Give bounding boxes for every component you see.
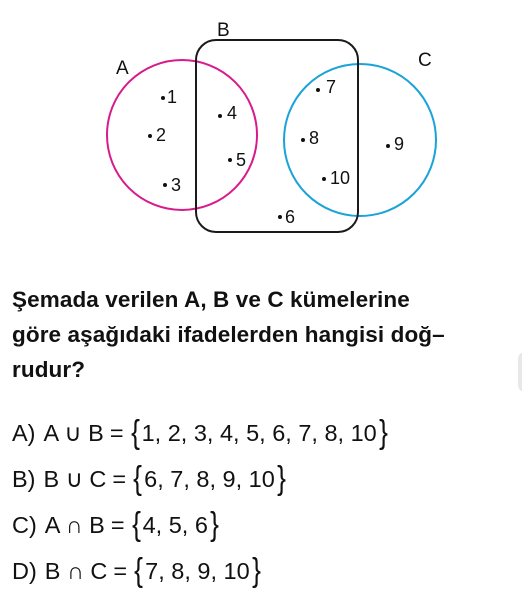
element-4-label: 4: [227, 103, 238, 123]
option-d-elements: 7, 8, 9, 10: [145, 557, 250, 584]
set-a-label: A: [116, 58, 129, 79]
element-9: [386, 134, 404, 154]
element-5-label: 5: [236, 150, 247, 170]
element-7: [316, 77, 336, 97]
element-2: [148, 125, 166, 145]
option-b-equals: =: [112, 465, 127, 492]
option-c-equals: =: [110, 511, 125, 538]
option-b-elements: 6, 7, 8, 9, 10: [144, 465, 275, 492]
option-a-equals: =: [109, 419, 124, 446]
option-a[interactable]: [12, 410, 517, 456]
element-2-label: 2: [156, 125, 167, 145]
option-a-letter: A): [12, 419, 36, 446]
option-b-close-brace: }: [276, 458, 286, 496]
option-b-open-brace: {: [133, 458, 143, 496]
question-line-3: rudur?: [12, 357, 86, 382]
element-9-label: 9: [394, 134, 405, 154]
element-4: [218, 103, 237, 123]
element-1-label: 1: [167, 87, 178, 107]
question-line-1: Şemada verilen A, B ve C kümelerine: [12, 287, 410, 312]
element-3-label: 3: [171, 175, 182, 195]
element-10: [322, 168, 350, 188]
question-text: [12, 282, 522, 387]
option-b-expression: B ∪ C: [43, 466, 107, 492]
set-a-circle: [107, 60, 257, 210]
option-c-expression: A ∩ B: [44, 511, 105, 538]
element-8: [301, 128, 319, 148]
option-d-open-brace: {: [134, 550, 144, 588]
answer-options: [12, 410, 517, 594]
option-d[interactable]: [12, 548, 517, 594]
option-d-expression: B ∩ C: [44, 557, 108, 584]
element-10-label: 10: [330, 168, 351, 188]
element-8-label: 8: [309, 128, 320, 148]
set-b-label: B: [217, 20, 230, 41]
element-5: [228, 150, 246, 170]
option-d-close-brace: }: [251, 550, 261, 588]
set-c-label: C: [418, 50, 432, 71]
option-a-elements: 1, 2, 3, 4, 5, 6, 7, 8, 10: [141, 419, 377, 446]
option-d-equals: =: [113, 557, 128, 584]
question-line-2: göre aşağıdaki ifadelerden hangisi doğ–: [12, 322, 445, 347]
element-3: [163, 175, 181, 195]
set-c-circle: [284, 64, 436, 216]
option-c-elements: 4, 5, 6: [142, 511, 208, 538]
option-a-close-brace: }: [378, 412, 388, 450]
option-a-open-brace: {: [130, 412, 140, 450]
option-d-letter: D): [12, 557, 37, 584]
option-c[interactable]: [12, 502, 517, 548]
option-c-close-brace: }: [210, 504, 219, 542]
option-c-letter: C): [12, 511, 37, 538]
element-1: [161, 87, 177, 107]
element-6: [278, 207, 295, 227]
edge-scroll-handle: [518, 352, 522, 392]
option-b[interactable]: [12, 456, 517, 502]
element-6-label: 6: [285, 207, 296, 227]
venn-diagram: [0, 0, 522, 250]
option-a-expression: A ∪ B: [43, 420, 104, 446]
option-b-letter: B): [12, 465, 36, 492]
option-c-open-brace: {: [131, 504, 141, 542]
element-7-label: 7: [326, 77, 337, 97]
